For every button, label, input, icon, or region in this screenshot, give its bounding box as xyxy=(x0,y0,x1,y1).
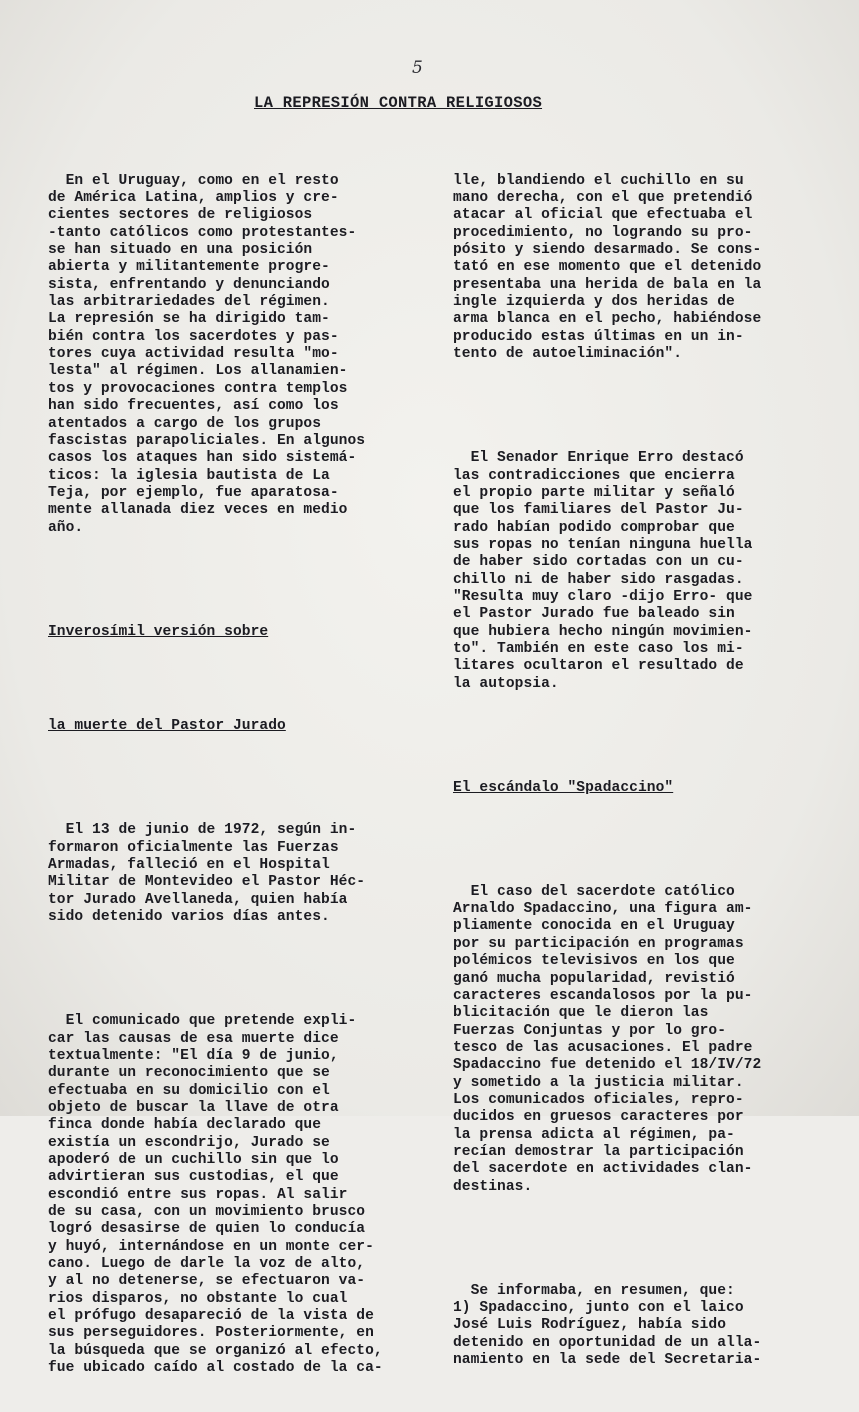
text-line: cano. Luego de darle la voz de alto, xyxy=(48,1256,366,1272)
text-line: tento de autoeliminación". xyxy=(453,346,682,363)
text-line: Spadaccino fue detenido el 18/IV/72 xyxy=(453,1057,762,1074)
left-column xyxy=(48,138,428,1412)
page-number: 5 xyxy=(412,58,423,78)
text-line: arma blanca en el pecho, habiéndose xyxy=(453,311,762,328)
section-heading-jurado-line2: la muerte del Pastor Jurado xyxy=(48,718,286,735)
text-line: sus ropas no tenían ninguna huella xyxy=(453,536,753,553)
text-line: procedimiento, no logrando su pro- xyxy=(453,224,753,241)
text-line: y sometido a la justicia militar. xyxy=(453,1074,744,1091)
text-line: Teja, por ejemplo, fue aparatosa- xyxy=(48,484,339,501)
text-line: casos los ataques han sido sistemá- xyxy=(48,450,357,467)
text-line: El Senador Enrique Erro destacó xyxy=(453,450,744,467)
text-line: cientes sectores de religiosos xyxy=(48,207,313,224)
text-line: José Luis Rodríguez, había sido xyxy=(453,1317,727,1334)
text-line: En el Uruguay, como en el resto xyxy=(48,172,339,189)
text-line: Se informaba, en resumen, que: xyxy=(453,1282,735,1299)
text-line: tesco de las acusaciones. El padre xyxy=(453,1039,753,1056)
text-line: sido detenido varios días antes. xyxy=(48,909,330,926)
text-line: de haber sido cortadas con un cu- xyxy=(453,554,744,571)
text-line: han sido frecuentes, así como los xyxy=(48,398,339,415)
paragraph-jurado-death xyxy=(48,822,428,926)
text-line: El comunicado que pretende expli- xyxy=(48,1013,357,1030)
text-line: namiento en la sede del Secretaria- xyxy=(453,1352,762,1369)
text-line: producido estas últimas en un in- xyxy=(453,328,744,345)
text-line: lesta" al régimen. Los allanamien- xyxy=(48,363,348,380)
text-line: de América Latina, amplios y cre- xyxy=(48,190,339,207)
text-line: las arbitrariedades del régimen. xyxy=(48,294,330,311)
text-line: abierta y militantemente progre- xyxy=(48,259,330,276)
text-line: "Resulta muy claro -dijo Erro- que xyxy=(453,588,753,605)
text-line: mano derecha, con el que pretendió xyxy=(453,190,753,207)
text-line: efectuaba en su domicilio con el xyxy=(48,1082,330,1099)
text-line: litares ocultaron el resultado de xyxy=(453,658,744,675)
text-line: El caso del sacerdote católico xyxy=(453,883,735,900)
text-line: atacar al oficial que efectuaba el xyxy=(453,207,753,224)
text-line: lle, blandiendo el cuchillo en su xyxy=(453,172,744,189)
text-line: sista, enfrentando y denunciando xyxy=(48,276,330,293)
text-line: escondió entre sus ropas. Al salir xyxy=(48,1186,348,1203)
text-line: mente allanada diez veces en medio xyxy=(48,502,348,519)
text-line: blicitación que le dieron las xyxy=(453,1005,709,1022)
text-line: año. xyxy=(48,519,84,536)
text-line: logró desasirse de quien lo conducía xyxy=(48,1221,366,1238)
text-line: la prensa adicta al régimen, pa- xyxy=(453,1126,735,1143)
text-line: el Pastor Jurado fue baleado sin xyxy=(453,606,735,623)
text-line: La represión se ha dirigido tam- xyxy=(48,311,330,328)
text-line: ticos: la iglesia bautista de La xyxy=(48,467,330,484)
text-line: El 13 de junio de 1972, según in- xyxy=(48,822,357,839)
text-line: destinas. xyxy=(453,1178,533,1195)
text-line: presentaba una herida de bala en la xyxy=(453,276,762,293)
text-line: pósito y siendo desarmado. Se cons- xyxy=(453,242,762,259)
text-line: advirtieran sus custodias, el que xyxy=(48,1169,339,1186)
section-heading-jurado-line1: Inverosímil versión sobre xyxy=(48,623,269,640)
text-line: fascistas parapoliciales. En algunos xyxy=(48,432,366,449)
text-line: durante un reconocimiento que se xyxy=(48,1065,330,1082)
text-line: las contradicciones que encierra xyxy=(453,467,735,484)
text-line: Armadas, falleció en el Hospital xyxy=(48,857,330,874)
text-line: existía un escondrijo, Jurado se xyxy=(48,1134,330,1151)
text-line: rado habían podido comprobar que xyxy=(453,519,735,536)
right-column xyxy=(453,138,833,1404)
text-line: -tanto católicos como protestantes- xyxy=(48,224,357,241)
text-line: rios disparos, no obstante lo cual xyxy=(48,1290,348,1307)
text-line: formaron oficialmente las Fuerzas xyxy=(48,839,339,856)
text-line: tores cuya actividad resulta "mo- xyxy=(48,346,339,363)
paragraph-communique xyxy=(48,1013,428,1377)
text-line: to". También en este caso los mi- xyxy=(453,640,744,657)
text-line: finca donde había declarado que xyxy=(48,1117,322,1134)
text-line: caracteres escandalosos por la pu- xyxy=(453,987,753,1004)
text-line: tató en ese momento que el detenido xyxy=(453,259,762,276)
text-line: Los comunicados oficiales, repro- xyxy=(453,1091,744,1108)
text-line: apoderó de un cuchillo sin que lo xyxy=(48,1151,339,1168)
text-line: chillo ni de haber sido rasgadas. xyxy=(453,571,744,588)
text-line: tor Jurado Avellaneda, quien había xyxy=(48,891,348,908)
text-line: Militar de Montevideo el Pastor Héc- xyxy=(48,874,366,891)
text-line: detenido en oportunidad de un alla- xyxy=(453,1334,762,1351)
text-line: del sacerdote en actividades clan- xyxy=(453,1161,753,1178)
text-line: ingle izquierda y dos heridas de xyxy=(453,294,735,311)
text-line: polémicos televisivos en los que xyxy=(453,953,735,970)
text-line: y al no detenerse, se efectuaron va- xyxy=(48,1273,366,1290)
paragraph-intro xyxy=(48,173,428,537)
text-line: recían demostrar la participación xyxy=(453,1143,744,1160)
text-line: car las causas de esa muerte dice xyxy=(48,1030,339,1047)
paragraph-communique-continued xyxy=(453,173,833,364)
text-line: Fuerzas Conjuntas y por lo gro- xyxy=(453,1022,727,1039)
text-line: fue ubicado caído al costado de la ca- xyxy=(48,1360,383,1377)
text-line: objeto de buscar la llave de otra xyxy=(48,1099,339,1116)
paragraph-spadaccino-case xyxy=(453,884,833,1196)
text-line: y huyó, internándose en un monte cer- xyxy=(48,1238,374,1255)
text-line: se han situado en una posición xyxy=(48,242,313,259)
paragraph-summary xyxy=(453,1283,833,1370)
text-line: por su participación en programas xyxy=(453,935,744,952)
text-line: de su casa, con un movimiento brusco xyxy=(48,1203,366,1220)
text-line: que hubiera hecho ningún movimien- xyxy=(453,623,753,640)
paragraph-senator-erro xyxy=(453,450,833,693)
text-line: el propio parte militar y señaló xyxy=(453,484,735,501)
text-line: bién contra los sacerdotes y pas- xyxy=(48,328,339,345)
text-line: pliamente conocida en el Uruguay xyxy=(453,918,735,935)
section-heading-spadaccino: El escándalo "Spadaccino" xyxy=(453,779,674,796)
text-line: ducidos en gruesos caracteres por xyxy=(453,1109,744,1126)
text-line: que los familiares del Pastor Ju- xyxy=(453,502,744,519)
text-line: 1) Spadaccino, junto con el laico xyxy=(453,1300,744,1317)
text-line: atentados a cargo de los grupos xyxy=(48,415,322,432)
text-line: el prófugo desapareció de la vista de xyxy=(48,1308,374,1325)
text-line: sus perseguidores. Posteriormente, en xyxy=(48,1325,374,1342)
text-line: la autopsia. xyxy=(453,675,559,692)
text-line: tos y provocaciones contra templos xyxy=(48,380,348,397)
text-line: ganó mucha popularidad, revistió xyxy=(453,970,735,987)
text-line: la búsqueda que se organizó al efecto, xyxy=(48,1342,383,1359)
text-line: textualmente: "El día 9 de junio, xyxy=(48,1047,339,1064)
text-line: Arnaldo Spadaccino, una figura am- xyxy=(453,901,753,918)
page-title: LA REPRESIÓN CONTRA RELIGIOSOS xyxy=(254,94,543,112)
